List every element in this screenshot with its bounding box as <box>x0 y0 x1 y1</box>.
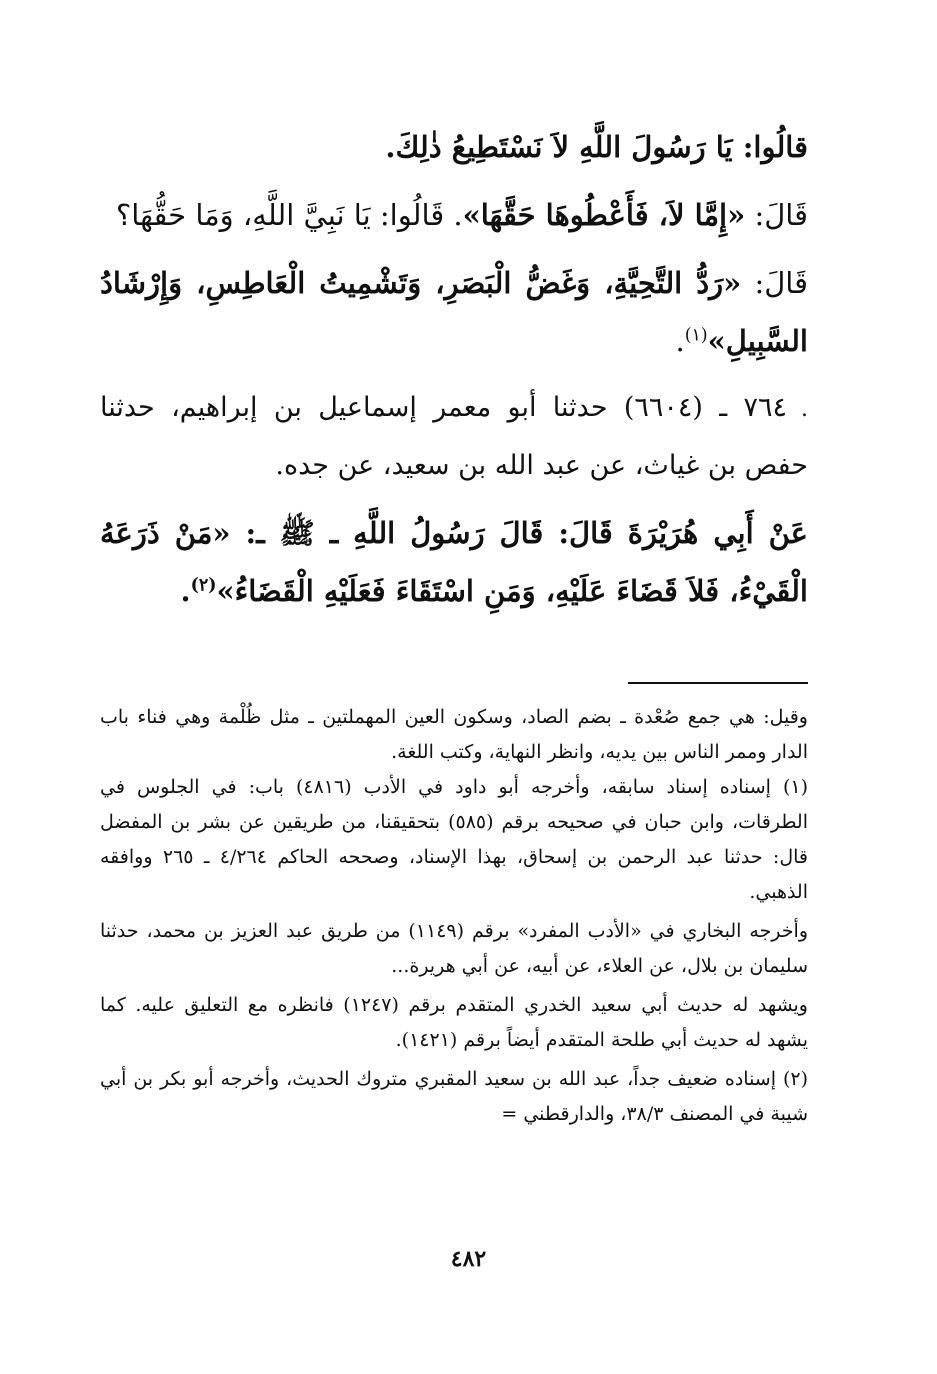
footnote-separator <box>628 682 808 684</box>
prophetic-quote: «مَنْ ذَرَعَهُ الْقَيْءُ، فَلاَ قَضَاءَ عَلَيْهِ، وَمَنِ اسْتَقَاءَ فَعَلَيْهِ الْقَضَاءُ» <box>100 516 808 608</box>
text-paragraph <box>100 254 808 370</box>
page-number: ٤٨٢ <box>450 1246 487 1272</box>
footnote-1: (١) إسناده إسناد سابقه، وأخرجه أبو داود في الأدب (٤٨١٦) باب: في الجلوس في الطرقات، وابن حبان في صحيحه برقم (٥٨٥) بتحقيقنا، من طريقين عن بشر بن المفضل قال: حدثنا عبد الرحمن بن إسحاق، بهذا الإسناد، وصححه الحاكم ٤/٢٦٤ ـ ٢٦٥ ووافقه الذهبي. <box>100 776 808 903</box>
hadith-isnad <box>100 380 808 494</box>
footnote-ref-1: (١) <box>684 325 708 346</box>
footnote-1-continued: ويشهد له حديث أبي سعيد الخدري المتقدم برقم (١٢٤٧) فانظره مع التعليق عليه. كما يشهد له حديث أبي طلحة المتقدم أيضاً برقم (١٤٢١). <box>100 994 808 1051</box>
prophetic-quote: «رَدُّ التَّحِيَّةِ، وَغَضُّ الْبَصَرِ، وَتَشْمِيتُ الْعَاطِسِ، وَإِرْشَادُ السَّبِيلِ» <box>100 266 808 358</box>
hadith-text <box>100 504 808 620</box>
sentence-end: . <box>180 574 191 608</box>
hadith-text-intro: عَنْ أَبِي هُرَيْرَةَ قَالَ: قَالَ رَسُولُ اللَّهِ ـ ﷺ ـ: <box>230 516 808 550</box>
text-paragraph <box>100 186 808 244</box>
prophetic-quote: «إِمَّا لاَ، فَأَعْطُوهَا حَقَّهَا» <box>462 198 746 232</box>
footnote-1-continued: وأخرجه البخاري في «الأدب المفرد» برقم (١١٤٩) من طريق عبد العزيز بن محمد، حدثنا سليمان بن بلال، عن العلاء، عن أبيه، عن أبي هريرة... <box>100 920 808 977</box>
text-line <box>100 118 808 176</box>
footnote-continuation: وقيل: هي جمع صُعْدة ـ بضم الصاد، وسكون العين المهملتين ـ مثل ظُلْمة وهي فناء باب الدار وممر الناس بين يديه، وانظر النهاية، وكتب اللغة. <box>100 706 808 763</box>
footnote-ref-2: (٢) <box>190 575 217 596</box>
page-body <box>100 118 808 1132</box>
footnote-2: (٢) إسناده ضعيف جداً، عبد الله بن سعيد المقبري متروك الحديث، وأخرجه أبو بكر بن أبي شيبة في المصنف ٣٨/٣، والدارقطني = <box>100 1068 808 1125</box>
qala-intro: قَالَ: <box>745 198 808 232</box>
main-text <box>100 118 808 620</box>
main-line-1: قالُوا: يَا رَسُولَ اللَّهِ لاَ نَسْتَطِيعُ ذٰلِكَ. <box>385 130 808 164</box>
sentence-end: . <box>675 324 685 358</box>
hadith-marker: . <box>801 397 809 422</box>
hadith-isnad-text: ٧٦٤ ـ (٦٦٠٤) حدثنا أبو معمر إسماعيل بن إبراهيم، حدثنا حفص بن غياث، عن عبد الله بن سعيد، عن جده. <box>100 392 808 481</box>
footnotes <box>100 700 808 1132</box>
text-continuation: . قَالُوا: يَا نَبِيَّ اللَّهِ، وَمَا حَقُّهَا؟ <box>115 198 463 232</box>
qala-intro: قَالَ: <box>741 266 808 300</box>
